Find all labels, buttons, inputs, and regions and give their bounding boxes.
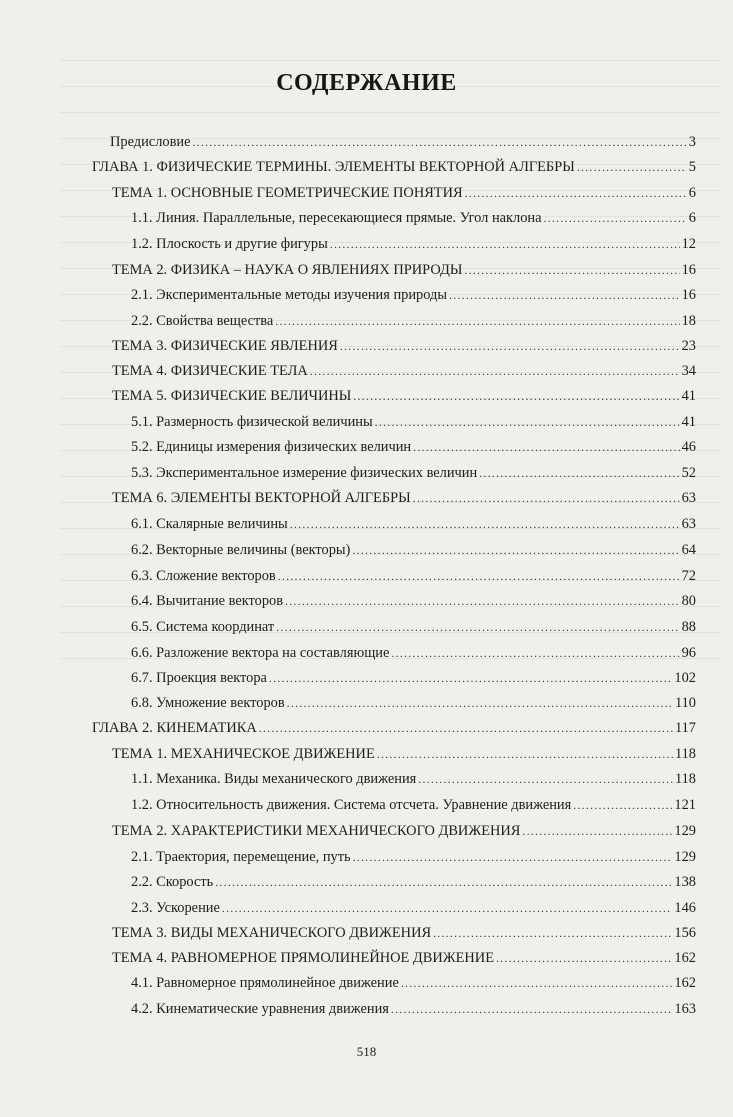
toc-entry-page: 63 — [681, 490, 696, 506]
toc-entry-page: 23 — [681, 338, 696, 354]
leader-dots — [418, 769, 673, 789]
leader-dots — [278, 566, 680, 586]
toc-entry-page: 138 — [674, 874, 696, 890]
leader-dots — [290, 514, 680, 534]
toc-entry-page: 162 — [674, 975, 696, 991]
toc-entry-title: ТЕМА 3. ФИЗИЧЕСКИЕ ЯВЛЕНИЯ — [112, 338, 338, 354]
toc-entry-page: 156 — [674, 925, 696, 941]
toc-entry-page: 52 — [681, 465, 696, 481]
toc-entry-page: 63 — [681, 516, 696, 532]
toc-entry-title: 5.3. Экспериментальное измерение физических величин — [131, 465, 478, 481]
toc-entry-page: 162 — [674, 950, 696, 966]
leader-dots — [464, 260, 679, 280]
toc-entry[interactable] — [131, 514, 696, 534]
toc-entry-title: 2.2. Свойства вещества — [131, 313, 274, 329]
leader-dots — [192, 132, 686, 152]
toc-entry-title: 6.8. Умножение векторов — [131, 695, 285, 711]
toc-entry-page: 88 — [681, 619, 696, 635]
toc-entry[interactable] — [92, 718, 696, 738]
toc-entry-title: ТЕМА 1. МЕХАНИЧЕСКОЕ ДВИЖЕНИЕ — [112, 746, 375, 762]
toc-entry-page: 72 — [681, 568, 696, 584]
leader-dots — [401, 973, 673, 993]
toc-entry[interactable] — [131, 234, 696, 254]
leader-dots — [413, 488, 680, 508]
leader-dots — [573, 795, 672, 815]
toc-entry-title: 4.2. Кинематические уравнения движения — [131, 1001, 389, 1017]
leader-dots — [352, 540, 679, 560]
toc-entry-title: 1.2. Относительность движения. Система отсчета. Уравнение движения — [131, 797, 572, 813]
toc-entry[interactable] — [112, 923, 696, 943]
toc-entry-page: 16 — [681, 287, 696, 303]
toc-entry[interactable] — [131, 540, 696, 560]
toc-entry-title: 6.6. Разложение вектора на составляющие — [131, 645, 390, 661]
toc-entry-page: 6 — [688, 185, 696, 201]
toc-entry[interactable] — [112, 744, 696, 764]
toc-entry[interactable] — [131, 208, 696, 228]
toc-entry[interactable] — [131, 412, 696, 432]
leader-dots — [449, 285, 680, 305]
leader-dots — [287, 693, 673, 713]
toc-entry-title: ТЕМА 2. ФИЗИКА – НАУКА О ЯВЛЕНИЯХ ПРИРОДЫ — [112, 262, 463, 278]
toc-entry-title: 6.1. Скалярные величины — [131, 516, 288, 532]
toc-entry[interactable] — [131, 973, 696, 993]
leader-dots — [353, 847, 673, 867]
leader-dots — [353, 386, 679, 406]
leader-dots — [544, 208, 687, 228]
leader-dots — [215, 872, 672, 892]
toc-entry-page: 41 — [681, 388, 696, 404]
toc-entry[interactable] — [112, 260, 696, 280]
toc-entry[interactable] — [131, 872, 696, 892]
toc-entry[interactable] — [112, 821, 696, 841]
leader-dots — [275, 311, 679, 331]
leader-dots — [222, 898, 673, 918]
leader-dots — [577, 157, 687, 177]
leader-dots — [259, 718, 673, 738]
toc-entry-page: 3 — [688, 134, 696, 150]
toc-entry-title: ТЕМА 1. ОСНОВНЫЕ ГЕОМЕТРИЧЕСКИЕ ПОНЯТИЯ — [112, 185, 463, 201]
toc-entry-page: 110 — [674, 695, 696, 711]
leader-dots — [391, 643, 679, 663]
toc-entry-title: 6.5. Система координат — [131, 619, 275, 635]
leader-dots — [285, 591, 680, 611]
toc-entry-page: 64 — [681, 542, 696, 558]
page-title: СОДЕРЖАНИЕ — [276, 70, 457, 96]
toc-entry-title: 6.3. Сложение векторов — [131, 568, 276, 584]
leader-dots — [375, 412, 680, 432]
leader-dots — [310, 361, 680, 381]
toc-entry-title: ТЕМА 5. ФИЗИЧЕСКИЕ ВЕЛИЧИНЫ — [112, 388, 352, 404]
toc-entry-title: 2.3. Ускорение — [131, 900, 220, 916]
leader-dots — [330, 234, 680, 254]
toc-entry-page: 18 — [681, 313, 696, 329]
toc-entry[interactable] — [131, 999, 696, 1019]
toc-entry[interactable] — [131, 463, 696, 483]
toc-entry[interactable] — [131, 617, 696, 637]
leader-dots — [465, 183, 687, 203]
toc-entry[interactable] — [92, 157, 696, 177]
toc-entry-page: 12 — [681, 236, 696, 252]
toc-entry-title: ТЕМА 3. ВИДЫ МЕХАНИЧЕСКОГО ДВИЖЕНИЯ — [112, 925, 432, 941]
toc-entry[interactable] — [131, 898, 696, 918]
toc-entry-page: 118 — [674, 746, 696, 762]
toc-entry-title: 4.1. Равномерное прямолинейное движение — [131, 975, 399, 991]
toc-entry-title: 6.2. Векторные величины (векторы) — [131, 542, 351, 558]
toc-entry-title: 6.7. Проекция вектора — [131, 670, 267, 686]
toc-entry-title: 2.1. Траектория, перемещение, путь — [131, 849, 351, 865]
toc-entry[interactable] — [131, 693, 696, 713]
leader-dots — [340, 336, 680, 356]
toc-entry-page: 118 — [674, 771, 696, 787]
toc-entry[interactable] — [131, 285, 696, 305]
toc-entry-title: 2.2. Скорость — [131, 874, 214, 890]
leader-dots — [413, 437, 679, 457]
toc-entry[interactable] — [131, 668, 696, 688]
toc-entry-title: 5.2. Единицы измерения физических величин — [131, 439, 412, 455]
toc-entry[interactable] — [112, 488, 696, 508]
toc-entry-title: ТЕМА 2. ХАРАКТЕРИСТИКИ МЕХАНИЧЕСКОГО ДВИЖЕНИЯ — [112, 823, 521, 839]
toc-entry[interactable] — [112, 183, 696, 203]
toc-entry-page: 129 — [674, 849, 696, 865]
toc-entry-page: 5 — [688, 159, 696, 175]
toc-entry-title: ГЛАВА 1. ФИЗИЧЕСКИЕ ТЕРМИНЫ. ЭЛЕМЕНТЫ ВЕКТОРНОЙ АЛГЕБРЫ — [92, 159, 575, 175]
toc-entry-title: 6.4. Вычитание векторов — [131, 593, 284, 609]
toc-entry[interactable] — [131, 566, 696, 586]
toc-entry[interactable] — [131, 795, 696, 815]
toc-entry-title: 1.2. Плоскость и другие фигуры — [131, 236, 328, 252]
toc-entry-title: ГЛАВА 2. КИНЕМАТИКА — [92, 720, 257, 736]
leader-dots — [433, 923, 672, 943]
toc-entry[interactable] — [112, 336, 696, 356]
toc-entry[interactable] — [131, 847, 696, 867]
leader-dots — [391, 999, 673, 1019]
toc-entry-page: 46 — [681, 439, 696, 455]
toc-entry-page: 34 — [681, 363, 696, 379]
toc-entry-page: 16 — [681, 262, 696, 278]
page-number: 518 — [356, 1044, 377, 1059]
toc-entry-page: 102 — [674, 670, 696, 686]
toc-entry-page: 80 — [681, 593, 696, 609]
toc-entry[interactable] — [112, 361, 696, 381]
leader-dots — [522, 821, 672, 841]
toc-entry-page: 117 — [674, 720, 696, 736]
leader-dots — [276, 617, 679, 637]
toc-entry-title: ТЕМА 6. ЭЛЕМЕНТЫ ВЕКТОРНОЙ АЛГЕБРЫ — [112, 490, 411, 506]
toc-entry-page: 163 — [674, 1001, 696, 1017]
toc-entry[interactable] — [112, 386, 696, 406]
toc-entry-page: 129 — [674, 823, 696, 839]
toc-entry[interactable] — [110, 132, 696, 152]
toc-entry-title: ТЕМА 4. ФИЗИЧЕСКИЕ ТЕЛА — [112, 363, 308, 379]
toc-entry-page: 41 — [681, 414, 696, 430]
toc-entry[interactable] — [131, 769, 696, 789]
toc-entry-page: 6 — [688, 210, 696, 226]
toc-entry-page: 146 — [674, 900, 696, 916]
toc-entry-title: ТЕМА 4. РАВНОМЕРНОЕ ПРЯМОЛИНЕЙНОЕ ДВИЖЕНИЕ — [112, 950, 494, 966]
toc-entry-page: 96 — [681, 645, 696, 661]
toc-entry-page: 121 — [674, 797, 696, 813]
toc-entry[interactable] — [131, 311, 696, 331]
toc-entry-title: Предисловие — [110, 134, 191, 150]
toc-entry-title: 1.1. Линия. Параллельные, пересекающиеся прямые. Угол наклона — [131, 210, 542, 226]
toc-entry[interactable] — [131, 643, 696, 663]
toc-entry[interactable] — [131, 437, 696, 457]
leader-dots — [269, 668, 672, 688]
leader-dots — [496, 948, 672, 968]
leader-dots — [377, 744, 673, 764]
toc-entry[interactable] — [112, 948, 696, 968]
toc-entry-title: 5.1. Размерность физической величины — [131, 414, 373, 430]
toc-entry[interactable] — [131, 591, 696, 611]
toc-entry-title: 1.1. Механика. Виды механического движения — [131, 771, 417, 787]
toc-entry-title: 2.1. Экспериментальные методы изучения природы — [131, 287, 448, 303]
leader-dots — [479, 463, 679, 483]
